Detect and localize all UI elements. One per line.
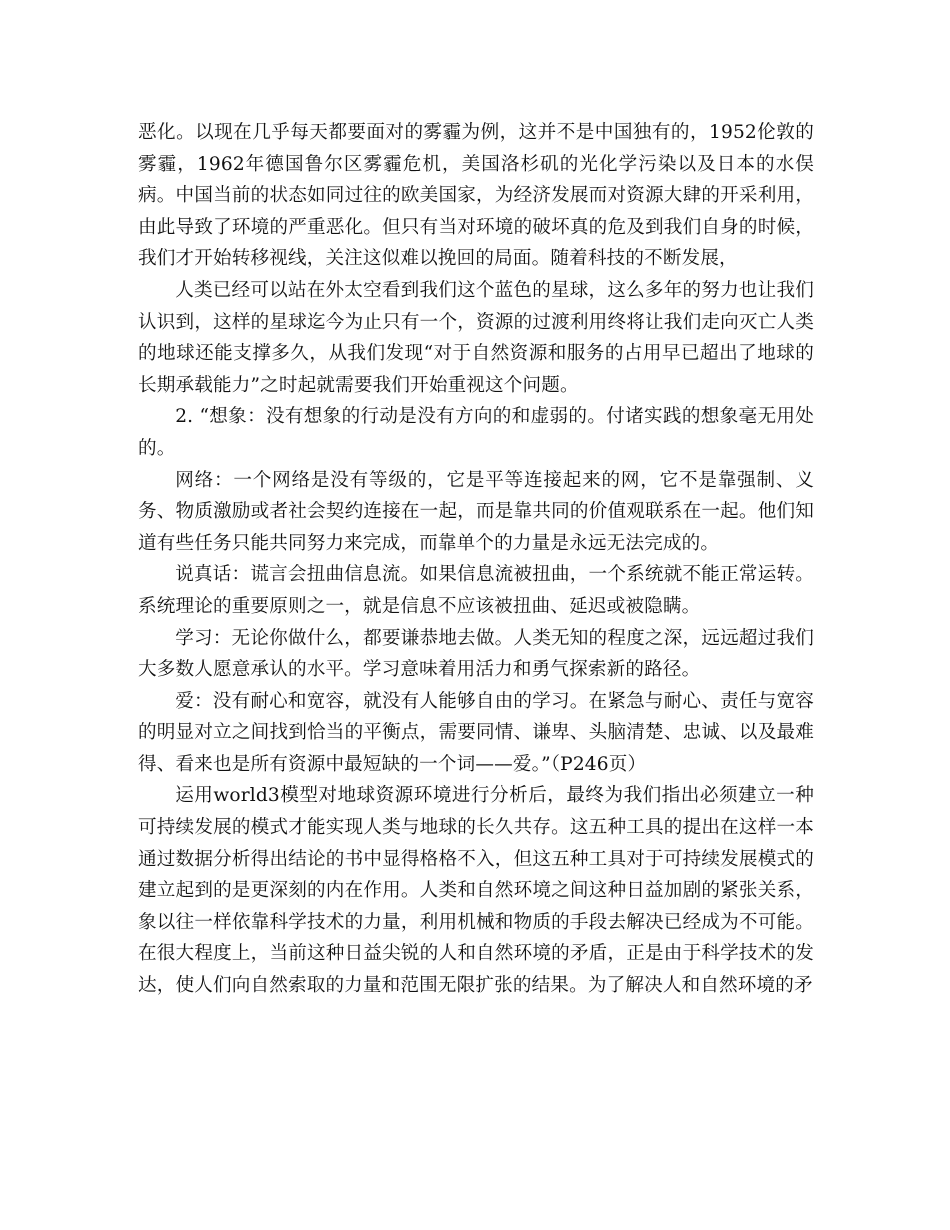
body-text (138, 117, 814, 1002)
paragraph: 说真话：谎言会扭曲信息流。如果信息流被扭曲，一个系统就不能正常运转。系统理论的重要原则之一，就是信息不应该被扭曲、延迟或被隐瞒。 (138, 564, 814, 617)
paragraph: 恶化。以现在几乎每天都要面对的雾霾为例，这并不是中国独有的，1952伦敦的雾霾，1962年德国鲁尔区雾霾危机，美国洛杉矶的光化学污染以及日本的水俣病。中国当前的状态如同过往的欧美国家，为经济发展而对资源大肆的开采利用，由此导致了环境的严重恶化。但只有当对环境的破坏真的危及到我们自身的时候，我们才开始转移视线，关注这似难以挽回的局面。随着科技的不断发展， (138, 122, 814, 270)
paragraph: 2. “想象：没有想象的行动是没有方向的和虚弱的。付诸实践的想象毫无用处的。 (138, 406, 814, 459)
paragraph: 网络：一个网络是没有等级的，它是平等连接起来的网，它不是靠强制、义务、物质激励或者社会契约连接在一起，而是靠共同的价值观联系在一起。他们知道有些任务只能共同努力来完成，而靠单个的力量是永远无法完成的。 (138, 469, 814, 554)
paragraph: 爱：没有耐心和宽容，就没有人能够自由的学习。在紧急与耐心、责任与宽容的明显对立之间找到恰当的平衡点，需要同情、谦卑、头脑清楚、忠诚、以及最难得、看来也是所有资源中最短缺的一个词——爱。”（P246页） (138, 690, 814, 775)
paragraph: 学习：无论你做什么，都要谦恭地去做。人类无知的程度之深，远远超过我们大多数人愿意承认的水平。学习意味着用活力和勇气探索新的路径。 (138, 627, 814, 681)
paragraph: 运用world3模型对地球资源环境进行分析后，最终为我们指出必须建立一种可持续发展的模式才能实现人类与地球的长久共存。这五种工具的提出在这样一本通过数据分析得出结论的书中显得格格不入，但这五种工具对于可持续发展模式的建立起到的是更深刻的内在作用。人类和自然环境之间这种日益加剧的紧张关系，象以往一样依靠科学技术的力量，利用机械和物质的手段去解决已经成为不可能。在很大程度上，当前这种日益尖锐的人和自然环境的矛盾，正是由于科学技术的发达，使人们向自然索取的力量和范围无限扩张的结果。为了解决人和自然环境的矛 (138, 785, 814, 997)
paragraph: 人类已经可以站在外太空看到我们这个蓝色的星球，这么多年的努力也让我们认识到，这样的星球迄今为止只有一个，资源的过渡利用终将让我们走向灭亡人类的地球还能支撑多久，从我们发现“对于自然资源和服务的占用早已超出了地球的长期承载能力”之时起就需要我们开始重视这个问题。 (138, 279, 814, 396)
